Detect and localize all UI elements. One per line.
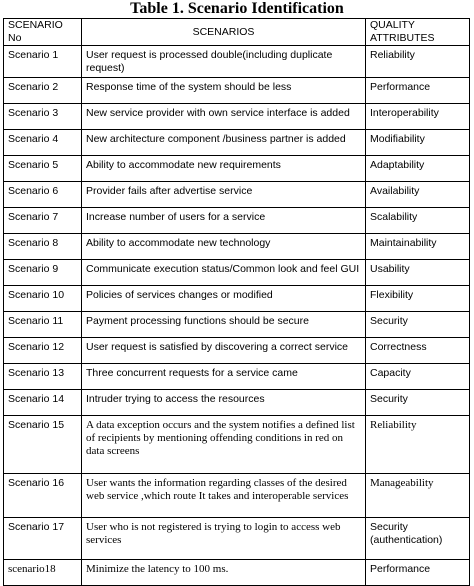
scenario-id: Scenario 14 — [4, 390, 82, 416]
quality-attribute: Reliability — [366, 46, 470, 78]
quality-attribute: Maintainability — [366, 234, 470, 260]
quality-attribute: Performance — [366, 78, 470, 104]
table-row — [4, 338, 470, 364]
quality-attribute: Scalability — [366, 208, 470, 234]
table-row — [4, 312, 470, 338]
scenario-table — [3, 18, 470, 586]
scenario-id: Scenario 4 — [4, 130, 82, 156]
scenario-id: Scenario 8 — [4, 234, 82, 260]
quality-attribute: Manageability — [366, 474, 470, 518]
scenario-description: Ability to accommodate new requirements — [82, 156, 366, 182]
table-row — [4, 130, 470, 156]
quality-attribute: Adaptability — [366, 156, 470, 182]
scenario-description: Response time of the system should be less — [82, 78, 366, 104]
scenario-description: Increase number of users for a service — [82, 208, 366, 234]
scenario-id: Scenario 7 — [4, 208, 82, 234]
scenario-id: Scenario 13 — [4, 364, 82, 390]
table-row — [4, 364, 470, 390]
scenario-id: Scenario 9 — [4, 260, 82, 286]
header-quality-attributes: QUALITY ATTRIBUTES — [366, 19, 470, 46]
table-row — [4, 286, 470, 312]
scenario-description: User who is not registered is trying to login to access web services — [82, 518, 366, 560]
quality-attribute: Usability — [366, 260, 470, 286]
scenario-description: New service provider with own service interface is added — [82, 104, 366, 130]
scenario-description: A data exception occurs and the system notifies a defined list of recipients by mentioning offending conditions in red on data screens — [82, 416, 366, 474]
scenario-id: scenario18 — [4, 560, 82, 586]
scenario-description: User wants the information regarding classes of the desired web service ,which route It takes and interoperable services — [82, 474, 366, 518]
scenario-description: Ability to accommodate new technology — [82, 234, 366, 260]
scenario-id: Scenario 1 — [4, 46, 82, 78]
quality-attribute: Reliability — [366, 416, 470, 474]
table-row — [4, 518, 470, 560]
quality-attribute: Availability — [366, 182, 470, 208]
quality-attribute: Flexibility — [366, 286, 470, 312]
scenario-description: User request is processed double(including duplicate request) — [82, 46, 366, 78]
table-row — [4, 156, 470, 182]
header-scenario-no: SCENARIO No — [4, 19, 82, 46]
scenario-id: Scenario 10 — [4, 286, 82, 312]
scenario-description: Policies of services changes or modified — [82, 286, 366, 312]
table-row — [4, 208, 470, 234]
quality-attribute: Security — [366, 312, 470, 338]
table-title: Table 1. Scenario Identification — [130, 0, 344, 17]
scenario-description: User request is satisfied by discovering a correct service — [82, 338, 366, 364]
scenario-id: Scenario 16 — [4, 474, 82, 518]
scenario-description: Payment processing functions should be secure — [82, 312, 366, 338]
scenario-description: Three concurrent requests for a service came — [82, 364, 366, 390]
table-row — [4, 78, 470, 104]
table-row — [4, 104, 470, 130]
quality-attribute: Security (authentication) — [366, 518, 470, 560]
scenario-description: Provider fails after advertise service — [82, 182, 366, 208]
quality-attribute: Performance — [366, 560, 470, 586]
table-row — [4, 390, 470, 416]
scenario-id: Scenario 6 — [4, 182, 82, 208]
table-row — [4, 46, 470, 78]
scenario-description: Communicate execution status/Common look and feel GUI — [82, 260, 366, 286]
table-header-row — [4, 19, 470, 46]
table-row — [4, 474, 470, 518]
table-row — [4, 416, 470, 474]
table-row — [4, 260, 470, 286]
scenario-id: Scenario 15 — [4, 416, 82, 474]
scenario-description: New architecture component /business partner is added — [82, 130, 366, 156]
quality-attribute: Security — [366, 390, 470, 416]
scenario-id: Scenario 17 — [4, 518, 82, 560]
scenario-description: Intruder trying to access the resources — [82, 390, 366, 416]
table-row — [4, 560, 470, 586]
quality-attribute: Interoperability — [366, 104, 470, 130]
scenario-id: Scenario 2 — [4, 78, 82, 104]
scenario-id: Scenario 12 — [4, 338, 82, 364]
table-row — [4, 234, 470, 260]
table-row — [4, 182, 470, 208]
scenario-id: Scenario 11 — [4, 312, 82, 338]
quality-attribute: Capacity — [366, 364, 470, 390]
scenario-description: Minimize the latency to 100 ms. — [82, 560, 366, 586]
scenario-id: Scenario 5 — [4, 156, 82, 182]
header-scenarios: SCENARIOS — [82, 19, 366, 46]
quality-attribute: Correctness — [366, 338, 470, 364]
quality-attribute: Modifiability — [366, 130, 470, 156]
scenario-id: Scenario 3 — [4, 104, 82, 130]
